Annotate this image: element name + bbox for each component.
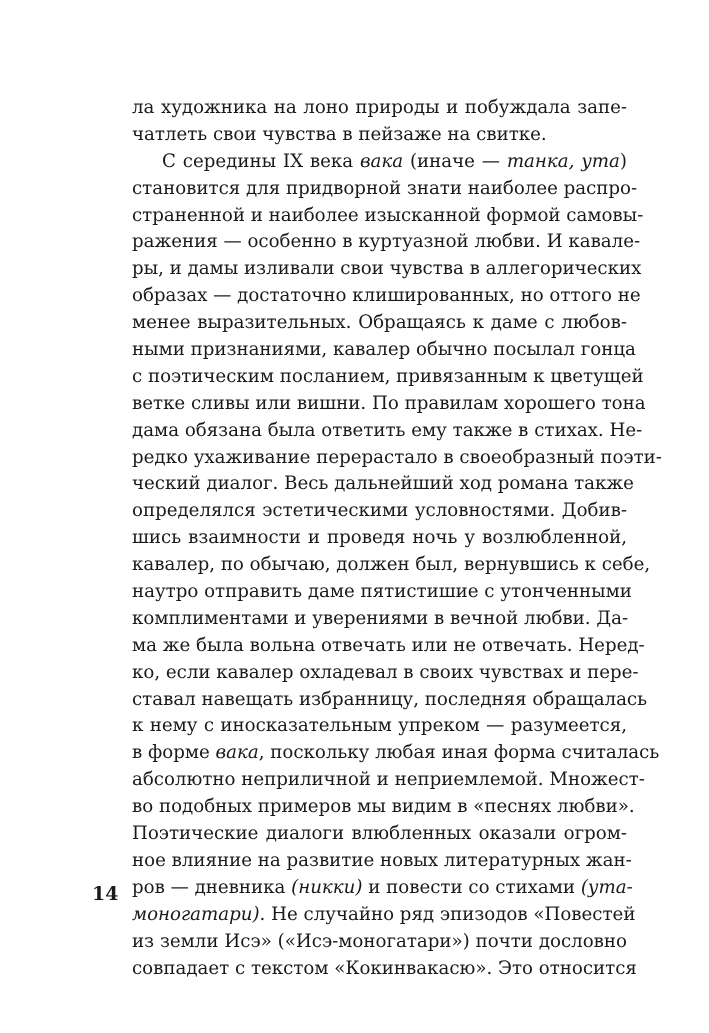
text-run: с поэтическим посланием, привязанным к цветущей	[132, 365, 644, 387]
italic-run: вака	[359, 150, 404, 172]
text-run: страненной и наиболее изысканной формой самовы-	[132, 204, 644, 226]
text-run: чатлеть свои чувства в пейзаже на свитке.	[132, 123, 547, 145]
text-line	[132, 740, 660, 767]
italic-run: вака	[215, 742, 259, 764]
body-text	[132, 95, 662, 982]
text-run: к нему с иносказательным упреком — разумеется,	[132, 715, 627, 737]
text-run: ко, если кавалер охладевал в своих чувствах и пере-	[132, 661, 639, 683]
text-line	[132, 283, 641, 310]
page-number: 14	[92, 883, 119, 905]
text-line	[132, 848, 632, 875]
text-run: ческий диалог. Весь дальнейший ход романа также	[132, 473, 634, 495]
text-run: совпадает с текстом «Кокинвакасю». Это относится	[132, 957, 637, 979]
text-run: и повести со стихами	[362, 876, 581, 898]
text-line	[132, 713, 627, 740]
text-run: ма же была вольна отвечать или не отвечать. Неред-	[132, 634, 645, 656]
text-run: ветке сливы или вишни. По правилам хорошего тона	[132, 392, 646, 414]
text-run: ражения — особенно в куртуазной любви. И кавале-	[132, 231, 641, 253]
text-line	[132, 687, 648, 714]
text-line	[132, 122, 627, 149]
text-line	[132, 552, 651, 579]
text-run: шись взаимности и проведя ночь у возлюбленной,	[132, 527, 627, 549]
text-run: , поскольку любая иная форма считалась	[258, 742, 660, 764]
text-run: комплиментами и уверениями в вечной любви. Да-	[132, 607, 629, 629]
text-line	[132, 391, 646, 418]
text-line	[132, 364, 644, 391]
text-run: менее выразительных. Обращаясь к даме с любов-	[132, 312, 627, 334]
text-line	[132, 606, 627, 633]
italic-run: танка, ута	[506, 150, 620, 172]
text-line	[132, 310, 627, 337]
text-line	[132, 767, 645, 794]
text-line	[132, 471, 634, 498]
italic-run: моногатари)	[132, 903, 260, 925]
text-run: ла художника на лоно природы и побуждала запе-	[132, 97, 627, 118]
text-run: кавалер, по обычаю, должен был, вернувшись к себе,	[132, 554, 651, 576]
text-run: )	[619, 150, 627, 172]
text-run: определялся эстетическими условностями. Добив-	[132, 500, 627, 522]
text-line	[132, 149, 627, 176]
text-line	[132, 794, 635, 821]
text-line	[132, 956, 637, 983]
text-run: ры, и дамы изливали свои чувства в аллегорических	[132, 258, 642, 280]
italic-run: (никки)	[291, 876, 363, 898]
text-line	[132, 525, 627, 552]
text-line	[132, 875, 633, 902]
text-line	[132, 929, 627, 956]
text-run: Поэтические диалоги влюбленных оказали огром-	[132, 823, 627, 845]
text-run: дама обязана была ответить ему также в стихах. Не-	[132, 419, 643, 441]
text-line	[132, 498, 627, 525]
text-run: во подобных примеров мы видим в «песнях любви».	[132, 796, 635, 818]
italic-run: (ута-	[580, 876, 633, 898]
text-line	[132, 95, 627, 122]
text-line	[132, 203, 644, 230]
text-run: наутро отправить даме пятистишие с утонченными	[132, 581, 632, 603]
text-line	[132, 229, 641, 256]
text-line	[132, 579, 632, 606]
text-run: образах — достаточно клишированных, но оттого не	[132, 285, 641, 307]
text-line	[132, 660, 639, 687]
text-line	[132, 418, 643, 445]
text-line	[132, 256, 642, 283]
text-run: абсолютно неприличной и неприемлемой. Множест-	[132, 769, 645, 791]
text-run: из земли Исэ» («Исэ-моногатари») почти дословно	[132, 930, 627, 952]
text-run: ное влияние на развитие новых литературных жан-	[132, 849, 632, 871]
text-line	[132, 176, 638, 203]
text-run: редко ухаживание перерастало в своеобразный поэти-	[132, 446, 662, 468]
text-run: ными признаниями, кавалер обычно посылал гонца	[132, 339, 636, 361]
text-run: становится для придворной знати наиболее распро-	[132, 177, 638, 199]
text-run: ставал навещать избранницу, последняя обращалась	[132, 688, 648, 710]
text-line	[132, 445, 662, 472]
text-run: С середины IX века	[162, 150, 360, 172]
text-line	[132, 633, 645, 660]
text-run: ров — дневника	[132, 876, 292, 898]
text-line	[132, 902, 636, 929]
text-line	[132, 337, 636, 364]
text-run: в форме	[132, 742, 216, 764]
text-line	[132, 821, 627, 848]
text-run: . Не случайно ряд эпизодов «Повестей	[259, 903, 636, 925]
text-run: (иначе —	[403, 150, 507, 172]
